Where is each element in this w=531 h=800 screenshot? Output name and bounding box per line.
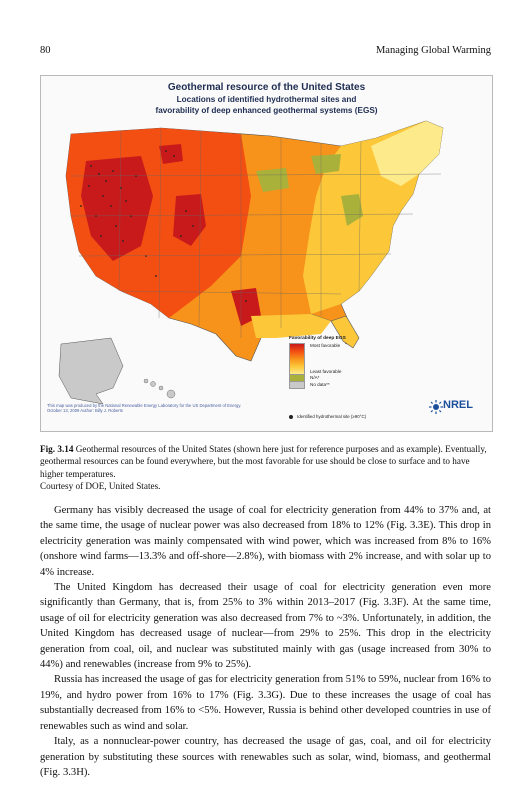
paragraph-uk: The United Kingdom has decreased their usage of coal for electricity generation even more significantly than Germany, that is, from 25% to 3% within 2013–2017 (Fig. 3.3F). At the same time, usage of oil for electricity generation was also decreased from 7% to ~3%. Unfortunately, in addition, the United Kingdom has decreased usage of nuclear—from 29% to 25%. This drop in the electricity generation from coal, oil, and nuclear was substituted mainly with gas (usage increased from 30% to 44%) and renewables (increase from 9% to 25%).	[40, 582, 491, 671]
paragraph-germany: Germany has visibly decreased the usage of coal for electricity generation from 44% to 37% and, at the same time, the usage of nuclear power was also decreased from 18% to 12% (Fig. 3.3E). This drop in electricity generation was mainly compensated with wind power, which was increased from 8% to 16% (onshore wind farms—13.3% and off-shore—2.8%), with biomass with 2% increase, and with solar up to 4% increase.	[40, 505, 491, 578]
geothermal-map-figure	[40, 75, 493, 432]
map-legend	[289, 336, 419, 388]
nrel-sun-icon	[429, 400, 443, 414]
legend-gradient-swatch	[289, 343, 305, 375]
legend-na-label: N/A*	[310, 375, 320, 380]
nrel-logo	[429, 398, 485, 420]
legend-least-label: Least favorable	[310, 369, 342, 374]
hydrothermal-dot-icon	[289, 415, 293, 419]
legend-gradient-row	[289, 343, 419, 374]
caption-text: Geothermal resources of the United States (shown here just for reference purposes and as example). Eventually, geothermal resources can be found everywhere, but the most favorable for use should be close to surface and to have higher temperatures.	[40, 444, 487, 479]
credit-line-1: This map was produced by the National Renewable Energy Laboratory for the US Department of Energy.	[47, 403, 242, 408]
hydrothermal-key	[289, 414, 366, 419]
caption-courtesy: Courtesy of DOE, United States.	[40, 481, 161, 492]
hydrothermal-key-label: Identified hydrothermal site (≥90°C)	[297, 414, 367, 419]
us-map-graphic	[41, 76, 492, 431]
caption-label: Fig. 3.14	[40, 444, 74, 454]
map-credit	[47, 403, 307, 413]
paragraph-italy: Italy, as a nonnuclear-power country, has decreased the usage of gas, coal, and oil for electricity generation by substituting these sources with renewables such as solar, wind, biomass, and geothermal (Fig. 3.3H).	[40, 736, 491, 778]
figure-title: Geothermal resource of the United States	[167, 82, 366, 93]
figure-subtitle-1: Locations of identified hydrothermal sites and	[176, 95, 357, 104]
nrel-wordmark: NREL	[443, 399, 473, 411]
legend-most-label: Most favorable	[310, 343, 341, 348]
yellowstone-hotspot	[159, 144, 183, 164]
na-zone-north	[311, 154, 341, 174]
legend-nodata-swatch	[289, 381, 305, 389]
body-text	[40, 503, 491, 780]
legend-na-row	[289, 374, 419, 381]
running-title: Managing Global Warming	[375, 45, 491, 56]
legend-nodata-row	[289, 381, 419, 388]
legend-nodata-label: No data**	[310, 382, 330, 387]
paragraph-russia: Russia has increased the usage of gas for electricity generation from 51% to 59%, nuclear from 16% to 19%, and hydro power from 16% to 17% (Fig. 3.3G). Due to these increases the usage of coal has substantially decreased from 16% to <5%. However, Russia is behind other developed countries in use of renewables such as wind and solar.	[40, 674, 491, 732]
figure-subtitle-2: favorability of deep enhanced geothermal systems (EGS)	[155, 106, 378, 115]
legend-title: Favorability of deep EGS	[289, 336, 346, 341]
page-number: 80	[40, 45, 51, 56]
page-header	[40, 45, 491, 61]
figure-caption	[40, 443, 491, 493]
credit-line-2: October 13, 2009 Author: Billy J. Roberts	[47, 408, 123, 413]
